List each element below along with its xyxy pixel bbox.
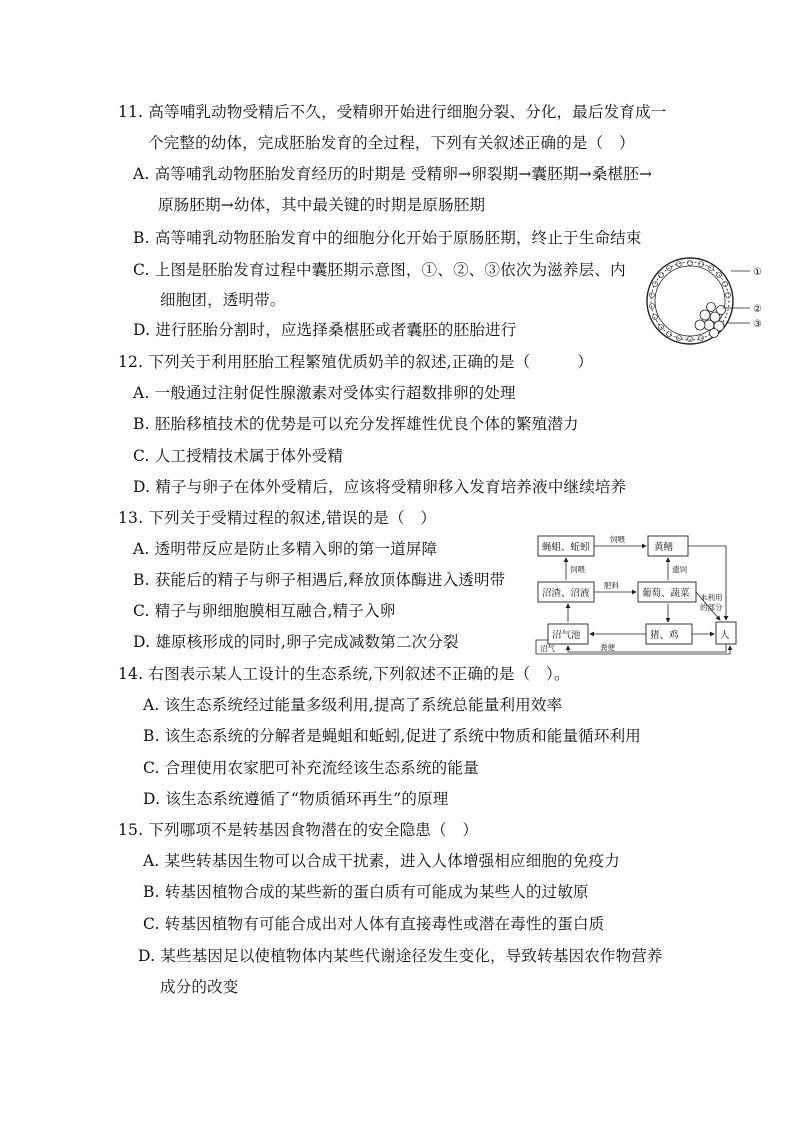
label-unused-2: 的部分 [700, 603, 723, 612]
q15-option-b: B. 转基因植物合成的某些新的蛋白质有可能成为某些人的过敏原 [143, 883, 589, 901]
blastocyst-diagram [645, 255, 770, 350]
q14-option-a: A. 该生态系统经过能量多级利用,提高了系统总能量利用效率 [143, 696, 563, 714]
label-feed-2: 饲喂 [570, 565, 585, 574]
q11-option-b: B. 高等哺乳动物胚胎发育中的细胞分化开始于原肠胚期，终止于生命结束 [133, 229, 642, 247]
label-residue: 沼渣、沼液 [542, 588, 590, 599]
label-pigs-chickens: 猪、鸡 [650, 630, 679, 641]
label-manure: 粪便 [600, 643, 615, 652]
q14-stem: 14. 右图表示某人工设计的生态系统,下列叙述不正确的是（ ）。 [118, 665, 570, 683]
label-feed-1: 饲喂 [610, 535, 625, 544]
ecosystem-diagram [530, 530, 742, 660]
q11-option-d: D. 进行胚胎分割时，应选择桑椹胚或者囊胚的胚胎进行 [133, 321, 517, 339]
q15-option-a: A. 某些转基因生物可以合成干扰素，进入人体增强相应细胞的免疫力 [143, 852, 620, 870]
q11-option-a-line1: A. 高等哺乳动物胚胎发育经历的时期是 受精卵→卵裂期→囊胚期→桑椹胚→ [133, 165, 653, 183]
label-fly-earthworm: 蝇蛆、蚯蚓 [542, 542, 590, 553]
label-grapes-veg: 葡萄、蔬菜 [642, 588, 690, 599]
q15-option-c: C. 转基因植物有可能合成出对人体有直接毒性或潜在毒性的蛋白质 [143, 915, 605, 933]
q11-option-a-line2: 原肠胚期→幼体，其中最关键的时期是原肠胚期 [158, 196, 486, 214]
q11-option-c-line2: 细胞团，透明带。 [160, 291, 286, 309]
label-biogas: 沼气 [540, 644, 555, 653]
q15-option-d-line1: D. 某些基因足以使植物体内某些代谢途径发生变化，导致转基因农作物营养 [138, 947, 663, 965]
q12-option-d: D. 精子与卵子在体外受精后，应该将受精卵移入发育培养液中继续培养 [133, 478, 627, 496]
q14-option-d: D. 该生态系统遵循了“物质循环再生”的原理 [143, 790, 449, 808]
label-human: 人 [720, 630, 730, 641]
figure-label-1: ① [753, 267, 762, 278]
q13-option-b: B. 获能后的精子与卵子相遇后,释放顶体酶进入透明带 [133, 571, 506, 589]
label-eel: 黄鳝 [654, 542, 674, 553]
q13-option-a: A. 透明带反应是防止多精入卵的第一道屏障 [133, 540, 438, 558]
q11-stem-line2: 个完整的幼体，完成胚胎发育的全过程，下列有关叙述正确的是（ ） [148, 134, 635, 152]
q13-stem: 13. 下列关于受精过程的叙述,错误的是（ ） [118, 509, 437, 527]
q14-option-c: C. 合理使用农家肥可补充流经该生态系统的能量 [143, 759, 479, 777]
label-digester: 沼气池 [552, 630, 581, 641]
figure-label-3: ③ [753, 319, 762, 330]
label-unused-1: 未利用 [700, 593, 723, 602]
q13-option-c: C. 精子与卵细胞膜相互融合,精子入卵 [133, 602, 396, 620]
label-fertilizer: 肥料 [604, 581, 619, 590]
q12-option-b: B. 胚胎移植技术的优势是可以充分发挥雄性优良个体的繁殖潜力 [133, 415, 579, 433]
q13-option-d: D. 雄原核形成的同时,卵子完成减数第二次分裂 [133, 633, 459, 651]
q15-stem: 15. 下列哪项不是转基因食物潜在的安全隐患（ ） [118, 821, 479, 839]
q12-option-c: C. 人工授精技术属于体外受精 [133, 447, 344, 465]
q11-option-c-line1: C. 上图是胚胎发育过程中囊胚期示意图，①、②、③依次为滋养层、内 [133, 261, 626, 279]
q11-stem-line1: 11. 高等哺乳动物受精后不久，受精卵开始进行细胞分裂、分化，最后发育成一 [118, 103, 667, 121]
q12-stem: 12. 下列关于利用胚胎工程繁殖优质奶羊的叙述,正确的是（ ） [118, 353, 594, 371]
q15-option-d-line2: 成分的改变 [160, 978, 239, 996]
label-eat: 遗饲 [672, 565, 687, 574]
q14-option-b: B. 该生态系统的分解者是蝇蛆和蚯蚓,促进了系统中物质和能量循环利用 [143, 727, 641, 745]
q12-option-a: A. 一般通过注射促性腺激素对受体实行超数排卵的处理 [133, 384, 516, 402]
figure-label-2: ② [753, 304, 762, 315]
